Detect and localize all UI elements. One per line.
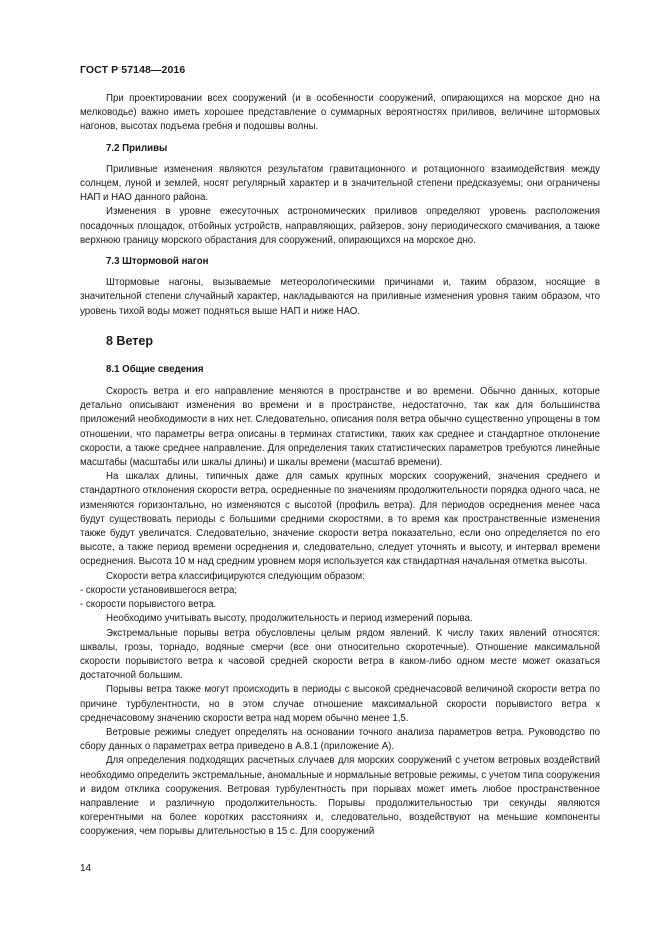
tides-paragraph-1: Приливные изменения являются результатом гравитационного и ротационного взаимодействия между солнцем, луной и землей, носят регулярный характер и в значительной степени предсказуемы; они ограничены НАП и НАО данного района. bbox=[80, 163, 600, 204]
storm-surge-paragraph: Штормовые нагоны, вызываемые метеорологическими причинами и, таким образом, носящие в значительной степени случайный характер, накладываются на приливные изменения уровня таким образом, что уровень тихой воды может подняться выше НАП и ниже НАО. bbox=[80, 277, 600, 317]
wind-paragraph-4: Необходимо учитывать высоту, продолжительность и период измерений порыва. bbox=[106, 613, 473, 625]
wind-paragraph-8: Для определения подходящих расчетных случаев для морских сооружений с учетом ветровых воздействий необходимо определить экстремальные, аномальные и нормальные ветровые режимы, с учетом типа сооружения и видом отклика сооружения. Ветровая турбулентность при порывах может иметь любое пространственное направление и различную продолжительность. Порывы продолжительностью три секунды являются когерентными на более коротких расстояниях и, следовательно, воздействуют на меньшие компоненты сооружения, чем порывы длительностью в 15 с. Для сооружений bbox=[80, 755, 600, 838]
wind-paragraph-5: Экстремальные порывы ветра обусловлены целым рядом явлений. К числу таких явлений относятся: шквалы, грозы, торнадо, водяные смерчи (все они относительно скоротечные). Отношение максимальной скорости порывистого ветра к часовой средней скорости ветра в каком-либо одном месте может оказаться достаточной большим. bbox=[80, 627, 600, 682]
list-item: - скорости порывистого ветра. bbox=[80, 599, 217, 611]
standard-code-header: ГОСТ Р 57148—2016 bbox=[80, 64, 186, 76]
page-body bbox=[80, 92, 600, 840]
section-8-1-heading: 8.1 Общие сведения bbox=[106, 363, 204, 375]
page-number: 14 bbox=[80, 863, 92, 874]
section-8-heading: 8 Ветер bbox=[106, 333, 153, 348]
tides-paragraph-2: Изменения в уровне ежесуточных астрономических приливов определяют уровень расположения посадочных площадок, отбойных устройств, направляющих, райзеров, зону периодического смачивания, а также верхнюю границу морского обрастания для сооружений, опирающихся на морское дно. bbox=[80, 206, 600, 246]
section7-intro-paragraph: При проектировании всех сооружений (и в особенности сооружений, опирающихся на морское дно на мелководье) важно иметь хорошее представление о суммарных вероятностях приливов, величине штормовых нагонов, высотах подъема гребня и подошвы волны. bbox=[80, 93, 600, 133]
section-7-2-heading: 7.2 Приливы bbox=[106, 142, 168, 154]
wind-paragraph-1: Скорость ветра и его направление меняются в пространстве и во времени. Обычно данных, которые детально описывают изменения во времени и в пространстве, недостаточно, так как для большинства приложений необходимости в них нет. Следовательно, описания поля ветра обычно существенно упрощены в том отношении, что параметры ветра описаны в терминах статистики, таких как среднее и стандартное отклонение скорости, а также среднее направление. Для определения таких статистических параметров требуются линейные масштабы (масштабы или шкалы длины) и шкалы времени (масштаб времени). bbox=[80, 386, 600, 469]
wind-paragraph-6: Порывы ветра также могут происходить в периоды с высокой среднечасовой величиной скорости ветра по причине турбулентности, но в этом случае отношение максимальной скорости порывистого ветра к среднечасовому значению скорости ветра над морем обычно менее 1,5. bbox=[80, 684, 600, 724]
section-7-3-heading: 7.3 Штормовой нагон bbox=[106, 256, 209, 268]
wind-paragraph-2: На шкалах длины, типичных даже для самых крупных морских сооружений, значения среднего и стандартного отклонения скорости ветра, осредненные по значениям продолжительности порядка одного часа, не изменяются горизонтально, но изменяются с высотой (профиль ветра). Для периодов осреднения менее часа будут существовать периоды с большими средними скоростями, в то время как пространственные изменения также будут увеличатся. Следовательно, значение скорости ветра показательно, если оно определяется по его высоте, а также период времени осреднения и, следовательно, следует уточнять и высоту, и интервал времени осреднения. Высота 10 м над средним уровнем моря используется как стандартная начальная отметка высоты. bbox=[80, 471, 600, 568]
list-item: - скорости установившегося ветра; bbox=[80, 584, 238, 596]
wind-paragraph-3: Скорости ветра классифицируются следующим образом: bbox=[106, 570, 365, 582]
wind-paragraph-7: Ветровые режимы следует определять на основании точного анализа параметров ветра. Руководство по сбору данных о параметрах ветра приведено в А.8.1 (приложение А). bbox=[80, 726, 600, 753]
